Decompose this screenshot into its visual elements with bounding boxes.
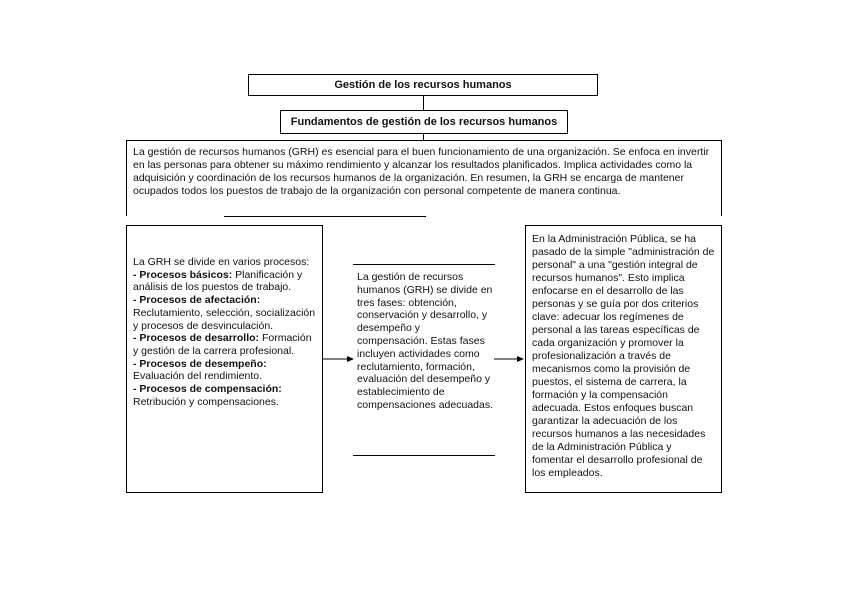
process-text: Evaluación del rendimiento. bbox=[133, 370, 262, 383]
intro-bottom-line bbox=[224, 216, 426, 217]
process-text: Planificación y análisis de los puestos de trabajo. bbox=[133, 268, 303, 294]
process-text: Retribución y compensaciones. bbox=[133, 395, 279, 408]
process-item bbox=[133, 269, 316, 294]
processes-lead: La GRH se divide en varios procesos: bbox=[133, 256, 310, 268]
process-label: - Procesos de desempeño: bbox=[133, 357, 267, 370]
phases-text: La gestión de recursos humanos (GRH) se divide en tres fases: obtención, conservación y desarrollo, y desempeño y compensación. Estas fases incluyen actividades como reclutamiento, formación, evaluación del desempeño y establecimiento de compensaciones adecuadas. bbox=[357, 271, 494, 411]
middle-top-line bbox=[353, 264, 495, 265]
intro-box bbox=[126, 140, 722, 216]
process-label: - Procesos de afectación: bbox=[133, 294, 261, 307]
process-label: - Procesos de desarrollo: bbox=[133, 332, 260, 345]
process-label: - Procesos básicos: bbox=[133, 268, 233, 281]
main-title: Gestión de los recursos humanos bbox=[334, 79, 512, 91]
process-label: - Procesos de compensación: bbox=[133, 383, 282, 396]
public-admin-text: En la Administración Pública, se ha pasado de la simple "administración de personal" a una "gestión integral de recursos humanos". Esto implica enfocarse en el desarrollo de las personas y se guía por dos criterios clave: adecuar los regímenes de personal a las tareas específicas de cada organización y promover la profesionalización a través de mecanismos como la provisión de puestos, el sistema de carrera, la formación y la compensación adecuada. Estos enfoques buscan garantizar la adecuación de los recursos humanos a las necesidades de la Administración Pública y fomentar el desarrollo profesional de los empleados. bbox=[532, 233, 715, 479]
process-item bbox=[133, 294, 316, 332]
main-title-box bbox=[248, 74, 598, 96]
arrow-middle-to-right bbox=[494, 354, 526, 364]
middle-bottom-line bbox=[353, 455, 495, 456]
processes-box bbox=[126, 225, 323, 493]
process-text: Reclutamiento, selección, socialización y procesos de desvinculación. bbox=[133, 306, 316, 332]
process-item bbox=[133, 383, 316, 408]
intro-text: La gestión de recursos humanos (GRH) es esencial para el buen funcionamiento de una organización. Se enfoca en invertir en las personas para obtener su máximo rendimiento y alcanzar los resultados planificados. Implica actividades como la adquisición y coordinación de los recursos humanos de la organización. En resumen, la GRH se encarga de mantener ocupados todos los puestos de trabajo de la organización con personal competente de manera continua. bbox=[133, 146, 710, 197]
subtitle-box bbox=[280, 110, 568, 134]
connector-title-to-subtitle bbox=[423, 96, 424, 110]
subtitle: Fundamentos de gestión de los recursos humanos bbox=[290, 116, 558, 128]
arrow-left-to-middle bbox=[323, 354, 355, 364]
process-item bbox=[133, 358, 316, 383]
process-item bbox=[133, 332, 316, 357]
public-admin-box bbox=[525, 225, 722, 493]
phases-text-block bbox=[357, 271, 493, 412]
process-text: Formación y gestión de la carrera profesional. bbox=[133, 332, 312, 357]
